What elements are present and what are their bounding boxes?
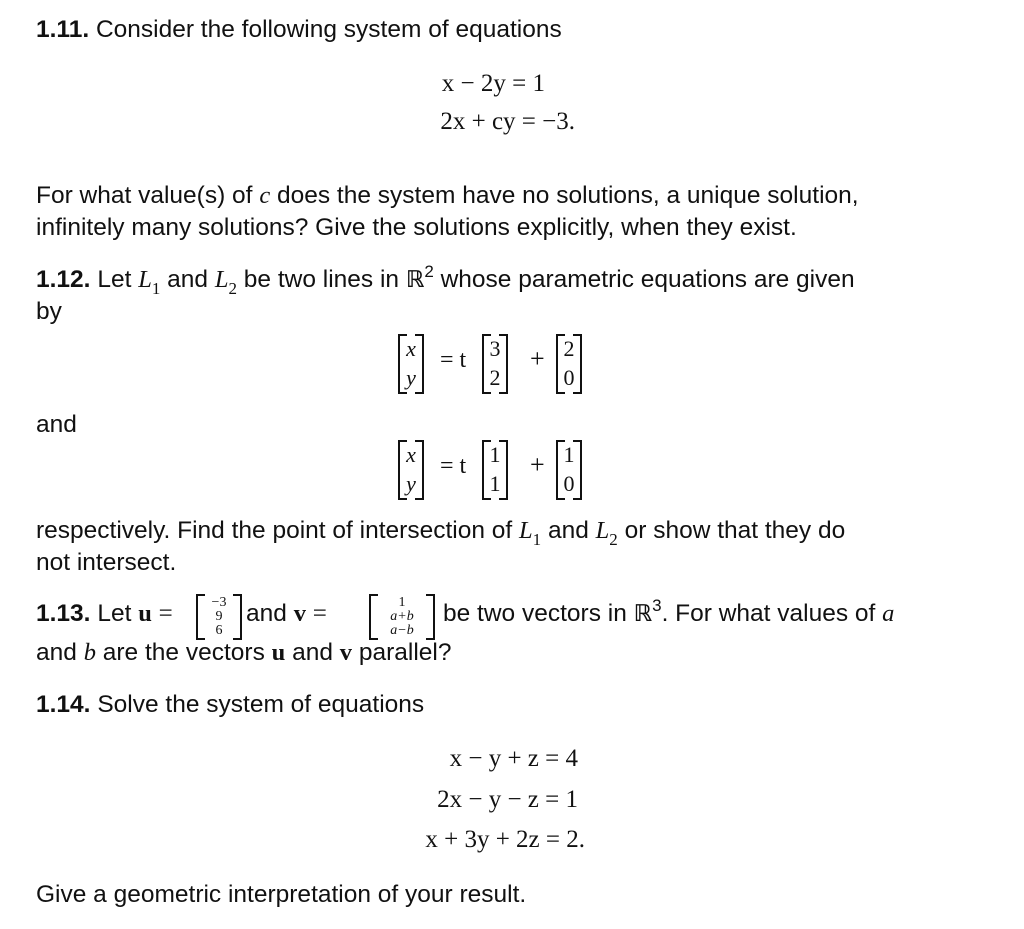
text: and [292, 639, 333, 666]
entry: 1 [398, 595, 406, 610]
point-vector [556, 334, 582, 394]
equation: x − y + z = 4 [449, 745, 578, 772]
text: . For what values of [661, 600, 876, 627]
equation: 2x − y − z = 1 [437, 786, 578, 813]
text: = t [440, 453, 467, 479]
reals-symbol: ℝ [633, 601, 653, 627]
entry: x [406, 336, 416, 361]
equals-t [440, 347, 466, 374]
problem-1-11-heading [36, 13, 562, 46]
text: be two lines in [243, 266, 400, 293]
text: or show that they do [624, 517, 846, 544]
text: Let [97, 600, 132, 627]
problem-1-13-mid [246, 597, 327, 630]
equals-t [440, 453, 466, 480]
entry: 2 [489, 365, 501, 390]
entry: 1 [563, 442, 575, 467]
direction-vector [482, 334, 508, 394]
symbol: L [214, 266, 229, 293]
entry: 0 [563, 471, 575, 496]
v-vector [369, 594, 435, 640]
text: and [36, 639, 77, 666]
problem-intro: Consider the following system of equations [95, 16, 562, 43]
text: does the system have no solutions, a unique solution, [277, 182, 859, 209]
text: not intersect. [36, 549, 177, 576]
text: For what value(s) of [36, 182, 253, 209]
entry: 3 [489, 336, 501, 361]
problem-number: 1.12. [36, 266, 91, 293]
text: and [167, 266, 209, 293]
problem-1-14-outro: Give a geometric interpretation of your result. [36, 881, 527, 908]
text: Let [97, 266, 132, 293]
line-name [519, 517, 542, 549]
symbol: L [519, 517, 533, 544]
vector-xy [398, 440, 424, 500]
equals: = [158, 600, 173, 627]
text: respectively. Find the point of intersection of [36, 517, 513, 544]
text: be two vectors in [443, 600, 627, 627]
entry: 1 [489, 471, 501, 496]
equation: x + 3y + 2z = 2. [425, 826, 585, 853]
entry: a−b [390, 623, 414, 638]
problem-number: 1.14. [36, 691, 91, 718]
entry: y [406, 365, 416, 390]
problem-1-12-heading [36, 263, 855, 298]
entry: 2 [563, 336, 575, 361]
entry: x [406, 442, 416, 467]
variable-b: b [83, 639, 96, 666]
entry: 1 [489, 442, 501, 467]
text: and [246, 600, 287, 627]
problem-1-11-question [36, 179, 859, 212]
problem-1-13-line2 [36, 636, 451, 669]
equation: 2x + cy = −3. [440, 108, 575, 135]
problem-number: 1.11. [36, 16, 90, 43]
text: = t [440, 347, 467, 373]
point-vector [556, 440, 582, 500]
superscript: 3 [652, 596, 662, 615]
plus-sign: + [530, 450, 545, 479]
vector-u: u [138, 600, 152, 627]
text: whose parametric equations are given [440, 266, 855, 293]
u-vector [196, 594, 242, 640]
variable-c: c [259, 182, 271, 209]
problem-1-12-respectively [36, 514, 845, 549]
subscript: 2 [228, 279, 237, 298]
text: and [547, 517, 589, 544]
entry: 0 [563, 365, 575, 390]
variable-a: a [882, 600, 895, 627]
entry: y [406, 471, 416, 496]
problem-1-11-question-line2: infinitely many solutions? Give the solutions explicitly, when they exist. [36, 214, 797, 241]
plus-sign: + [530, 344, 545, 373]
superscript: 2 [424, 262, 434, 281]
reals-symbol: ℝ [405, 267, 425, 293]
text: parallel? [358, 639, 452, 666]
line-name [214, 266, 237, 298]
entry: 6 [215, 623, 223, 638]
symbol: L [595, 517, 610, 544]
vector-v: v [339, 639, 353, 666]
problem-1-13-heading [36, 597, 173, 630]
subscript: 1 [532, 530, 542, 549]
vector-u: u [271, 639, 286, 666]
symbol: L [138, 266, 152, 293]
text: are the vectors [102, 639, 265, 666]
text: and [36, 411, 77, 438]
problem-1-13-tail [443, 597, 894, 632]
equation: x − 2y = 1 [441, 70, 545, 97]
entry: 9 [215, 609, 223, 624]
vector-v: v [293, 600, 306, 627]
line-name [138, 266, 161, 298]
entry: −3 [211, 595, 227, 610]
equals: = [312, 600, 327, 627]
entry: a+b [390, 609, 414, 624]
problem-1-14-heading [36, 688, 424, 721]
text: by [36, 298, 62, 325]
subscript: 2 [609, 530, 618, 549]
subscript: 1 [151, 279, 161, 298]
problem-number: 1.13. [36, 600, 91, 627]
line-name [595, 517, 618, 549]
direction-vector [482, 440, 508, 500]
vector-xy [398, 334, 424, 394]
problem-intro: Solve the system of equations [97, 691, 425, 718]
